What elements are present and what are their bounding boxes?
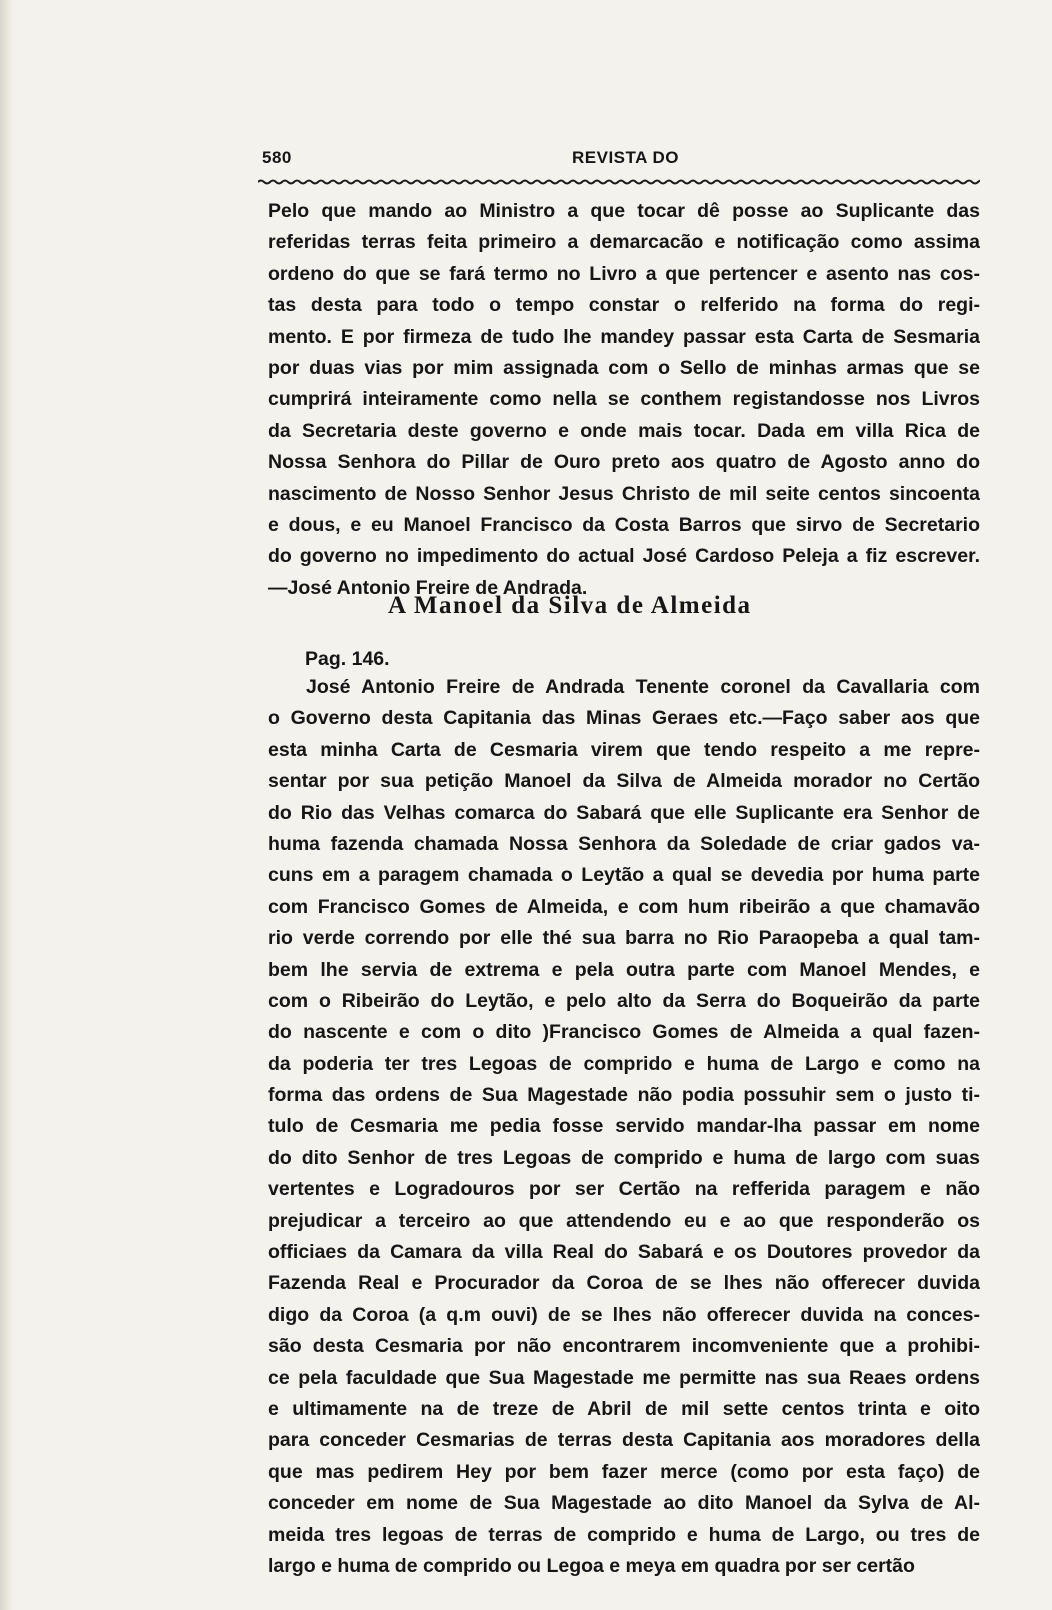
text-line: huma fazenda chamada Nossa Senhora da Soledade de criar gados va- (268, 832, 980, 855)
text-line: rio verde correndo por elle thé sua barra no Rio Paraopeba a qual tam- (268, 927, 980, 950)
text-line: vertentes e Logradouros por ser Certão na refferida paragem e não (268, 1178, 980, 1201)
text-line: com Francisco Gomes de Almeida, e com hum ribeirão a que chamavão (268, 895, 980, 918)
text-line: que mas pedirem Hey por bem fazer merce (como por esta faço) de (268, 1460, 980, 1483)
page-number: 580 (262, 148, 292, 167)
text-line: ce pela faculdade que Sua Magestade me permitte nas sua Reaes ordens (268, 1366, 980, 1389)
running-head: REVISTA DO (572, 148, 680, 167)
text-line: —José Antonio Freire de Andrada. (268, 576, 588, 599)
text-line: referidas terras feita primeiro a demarcacão e notificação como assima (268, 231, 980, 254)
text-line: José Antonio Freire de Andrada Tenente coronel da Cavallaria com (306, 676, 980, 698)
text-line: o Governo desta Capitania das Minas Geraes etc.—Faço saber aos que (268, 707, 980, 730)
text-line: bem lhe servia de extrema e pela outra parte com Manoel Mendes, e (268, 958, 980, 981)
paragraph-2 (268, 672, 980, 1582)
page-edge (0, 0, 14, 1610)
text-line: conceder em nome de Sua Magestade ao dito Manoel da Sylva de Al- (268, 1492, 980, 1515)
text-line: ordeno do que se fará termo no Livro a que pertencer e asento nas cos- (268, 262, 980, 285)
text-line: da poderia ter tres Legoas de comprido e huma de Largo e como na (268, 1052, 980, 1075)
text-line: tulo de Cesmaria me pedia fosse servido mandar-lha passar em nome (268, 1115, 980, 1138)
text-line: com o Ribeirão do Leytão, e pelo alto da Serra do Boqueirão da parte (268, 989, 980, 1012)
text-line: para conceder Cesmarias de terras desta Capitania aos moradores della (268, 1429, 980, 1452)
text-line: esta minha Carta de Cesmaria virem que tendo respeito a me repre- (268, 738, 980, 761)
text-line: do Rio das Velhas comarca do Sabará que elle Suplicante era Senhor de (268, 801, 980, 824)
text-line: prejudicar a terceiro ao que attendendo eu e ao que responderão os (268, 1209, 980, 1232)
paragraph-1 (268, 196, 980, 604)
text-line: meida tres legoas de terras de comprido e huma de Largo, ou tres de (268, 1523, 980, 1546)
text-line: Pelo que mando ao Ministro a que tocar dê posse ao Suplicante das (268, 200, 980, 222)
text-line: cuns em a paragem chamada o Leytão a qual se devedia por huma parte (268, 864, 980, 887)
text-line: e dous, e eu Manoel Francisco da Costa Barros que sirvo de Secretario (268, 513, 980, 536)
text-line: do governo no impedimento do actual José Cardoso Peleja a fiz escrever. (268, 545, 980, 568)
text-line: nascimento de Nosso Senhor Jesus Christo de mil seite centos sincoenta (268, 482, 980, 505)
text-line: do dito Senhor de tres Legoas de comprido e huma de largo com suas (268, 1146, 980, 1169)
text-line: largo e huma de comprido ou Legoa e meya em quadra por ser certão (268, 1554, 915, 1577)
text-line: Nossa Senhora do Pillar de Ouro preto aos quatro de Agosto anno do (268, 451, 980, 474)
header-rule (258, 178, 980, 186)
text-line: forma das ordens de Sua Magestade não podia possuhir sem o justo ti- (268, 1084, 980, 1107)
text-line: mento. E por firmeza de tudo lhe mandey passar esta Carta de Sesmaria (268, 325, 980, 348)
text-line: são desta Cesmaria por não encontrarem incomveniente que a prohibi- (268, 1335, 980, 1358)
text-line: cumprirá inteiramente como nella se conthem registandosse nos Livros (268, 388, 980, 411)
page-header (262, 148, 978, 174)
text-line: digo da Coroa (a q.m ouvi) de se lhes não offerecer duvida na conces- (268, 1303, 980, 1326)
text-line: officiaes da Camara da villa Real do Sabará e os Doutores provedor da (268, 1241, 980, 1264)
text-line: tas desta para todo o tempo constar o relferido na forma do regi- (268, 294, 980, 317)
section-heading: A Manoel da Silva de Almeida (388, 592, 752, 619)
text-line: sentar por sua petição Manoel da Silva de Almeida morador no Certão (268, 770, 980, 793)
text-line: Fazenda Real e Procurador da Coroa de se lhes não offerecer duvida (268, 1272, 980, 1295)
text-line: e ultimamente na de treze de Abril de mil sette centos trinta e oito (268, 1397, 980, 1420)
text-line: do nascente e com o dito )Francisco Gomes de Almeida a qual fazen- (268, 1021, 980, 1044)
text-line: da Secretaria deste governo e onde mais tocar. Dada em villa Rica de (268, 419, 980, 442)
page-reference: Pag. 146. (305, 648, 390, 670)
text-line: por duas vias por mim assignada com o Sello de minhas armas que se (268, 356, 980, 379)
